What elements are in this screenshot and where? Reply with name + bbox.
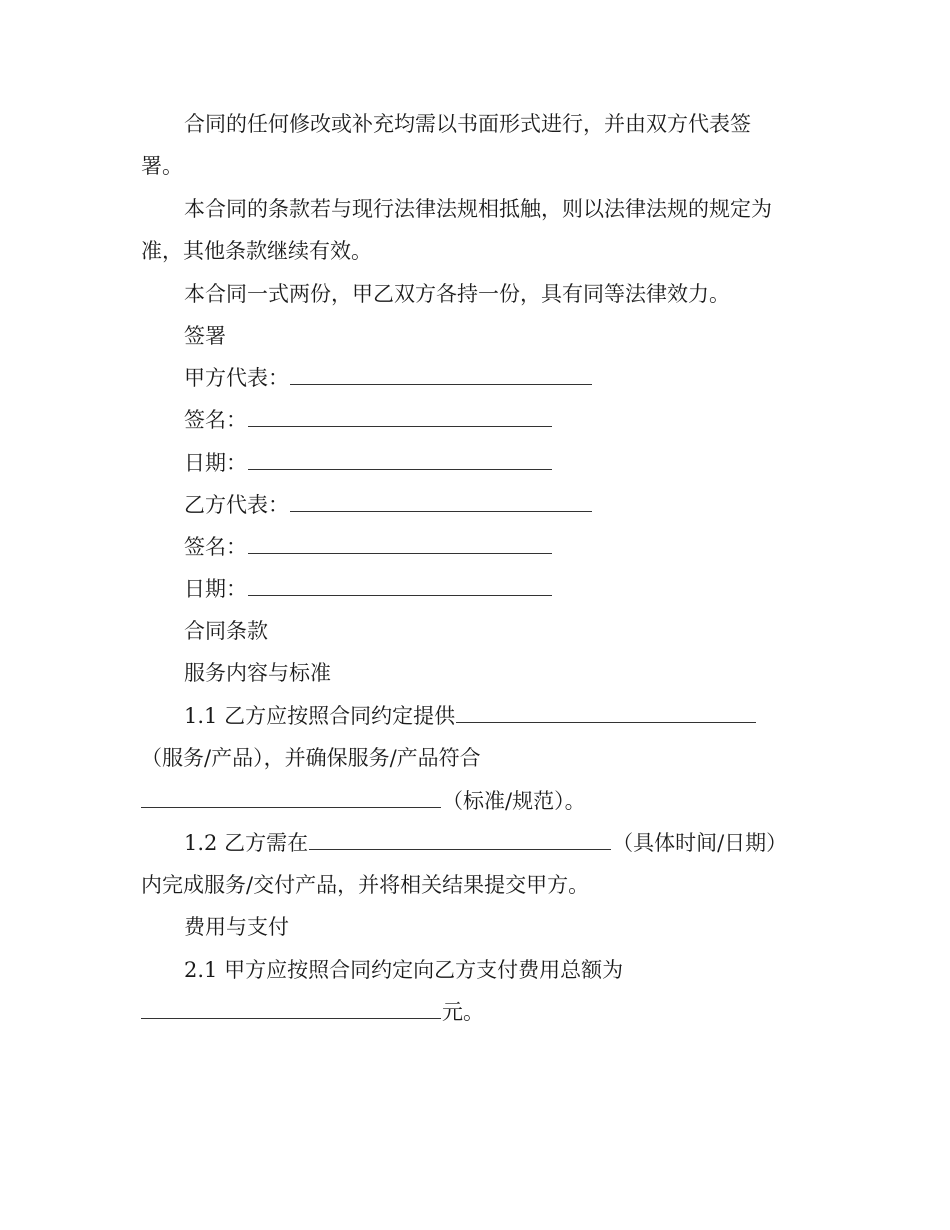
- party-b-sign-row: [184, 532, 553, 562]
- party-b-date-label: 日期：: [184, 577, 247, 601]
- paragraph-amendment-line2: 署。: [141, 154, 183, 178]
- clause-1-1-service-blank: [456, 702, 756, 723]
- party-b-rep-row: [184, 490, 593, 520]
- party-b-rep-label: 乙方代表：: [184, 493, 289, 517]
- party-a-rep-row: [184, 363, 593, 393]
- terms-heading: 合同条款: [184, 619, 268, 643]
- clause-1-2-line1: [184, 828, 787, 858]
- party-b-rep-blank: [290, 491, 592, 512]
- party-a-sign-label: 签名：: [184, 408, 247, 432]
- clause-1-1-line3: [141, 786, 586, 816]
- clause-1-1-line2: （服务/产品），并确保服务/产品符合: [141, 746, 481, 770]
- party-b-sign-label: 签名：: [184, 535, 247, 559]
- paragraph-conflict-line1: 本合同的条款若与现行法律法规相抵触，则以法律法规的规定为: [184, 197, 772, 221]
- paragraph-copies: 本合同一式两份，甲乙双方各持一份，具有同等法律效力。: [184, 282, 730, 306]
- paragraph-amendment-line1: 合同的任何修改或补充均需以书面形式进行，并由双方代表签: [184, 112, 751, 136]
- section-2-title: 费用与支付: [184, 915, 289, 939]
- paragraph-conflict-line2: 准，其他条款继续有效。: [141, 239, 372, 263]
- clause-1-2-time-blank: [309, 829, 611, 850]
- clause-2-1-amount-blank: [141, 998, 441, 1019]
- party-a-date-blank: [248, 449, 552, 470]
- signature-heading: 签署: [184, 324, 226, 348]
- party-b-sign-blank: [248, 533, 552, 554]
- party-b-date-row: [184, 574, 553, 604]
- clause-1-1-suffix: （标准/规范）。: [442, 789, 586, 813]
- party-a-date-label: 日期：: [184, 451, 247, 475]
- party-b-date-blank: [248, 575, 552, 596]
- clause-2-1-line1: 2.1 甲方应按照合同约定向乙方支付费用总额为: [184, 958, 624, 982]
- clause-1-1-line1: [184, 701, 757, 731]
- party-a-rep-blank: [290, 364, 592, 385]
- party-a-rep-label: 甲方代表：: [184, 366, 289, 390]
- clause-1-2-suffix: （具体时间/日期）: [612, 831, 788, 855]
- clause-1-1-standard-blank: [141, 787, 441, 808]
- clause-1-2-line2: 内完成服务/交付产品，并将相关结果提交甲方。: [141, 873, 590, 897]
- clause-2-1-line2: [141, 997, 484, 1027]
- section-1-title: 服务内容与标准: [184, 661, 331, 685]
- party-a-sign-row: [184, 405, 553, 435]
- clause-1-2-text: 1.2 乙方需在: [184, 831, 309, 855]
- clause-2-1-suffix: 元。: [442, 1000, 484, 1024]
- clause-1-1-text: 1.1 乙方应按照合同约定提供: [184, 704, 456, 728]
- party-a-sign-blank: [248, 406, 552, 427]
- party-a-date-row: [184, 448, 553, 478]
